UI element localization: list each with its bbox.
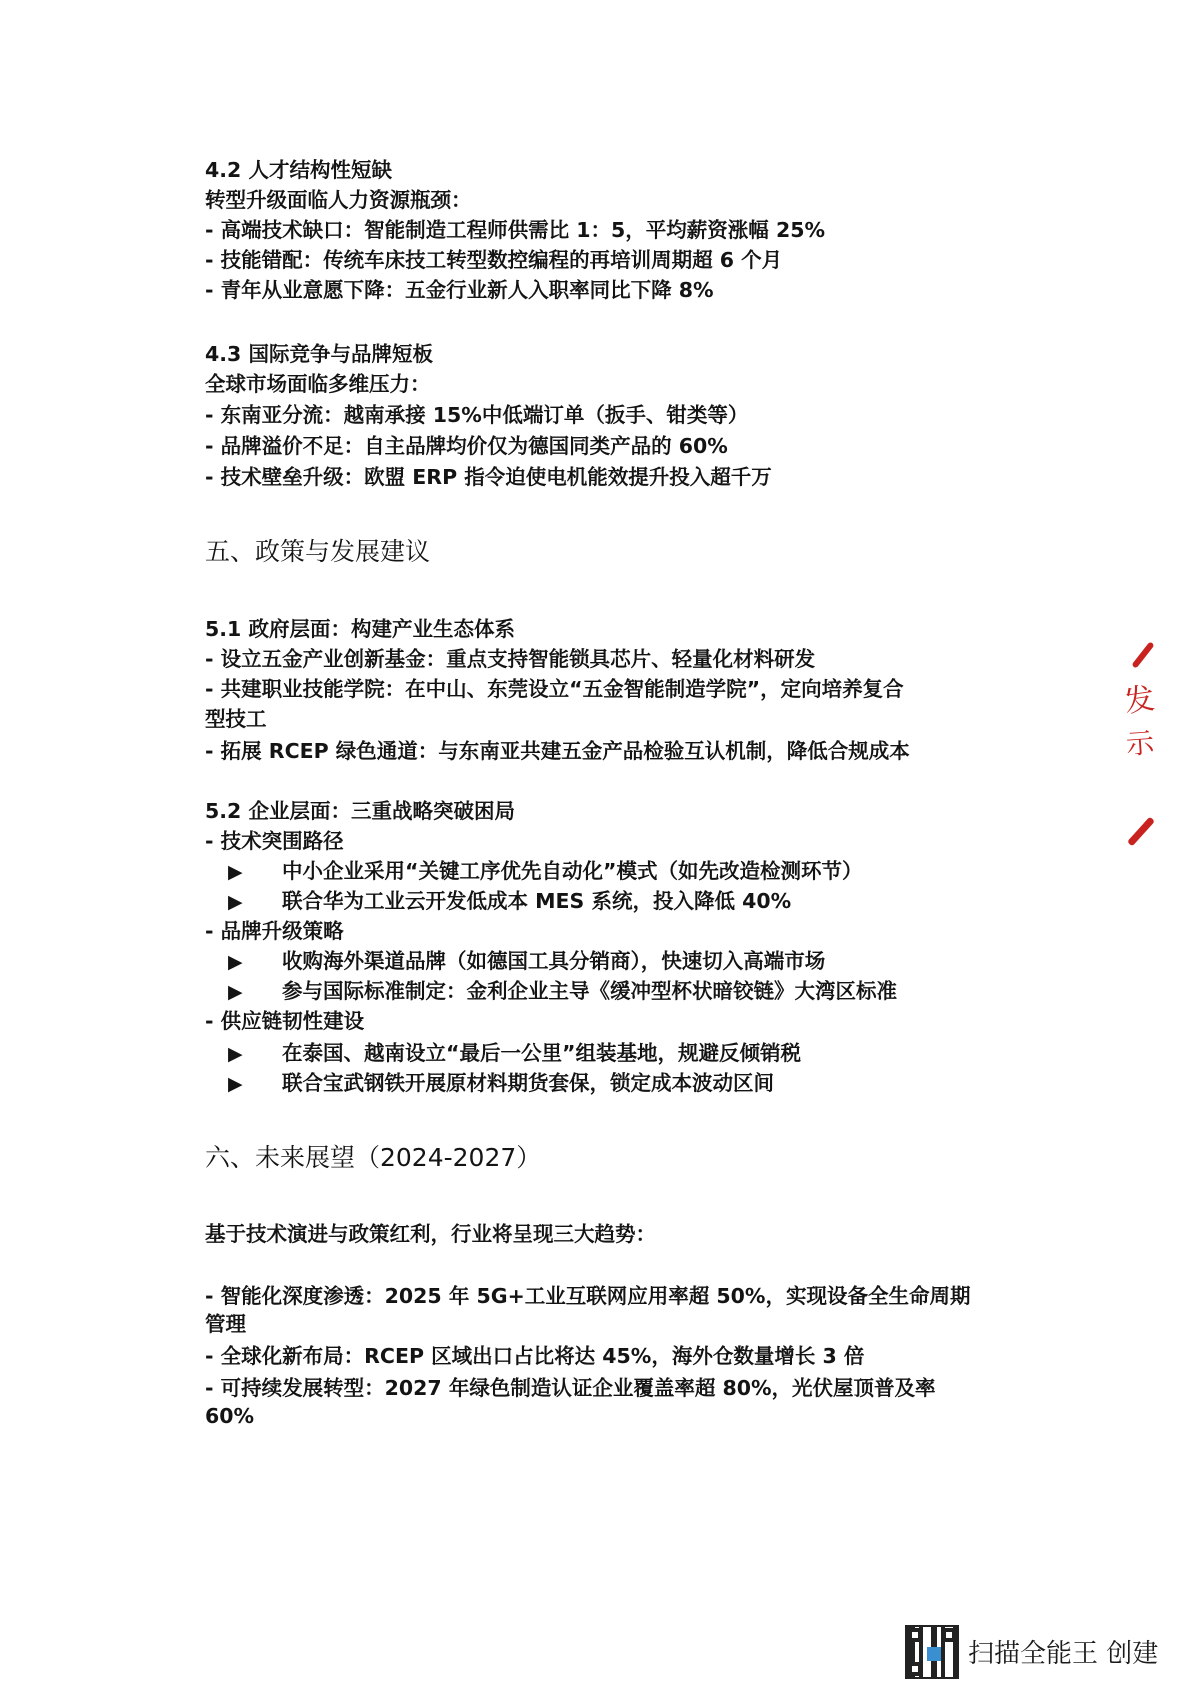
chapter-6-item: - 全球化新布局：RCEP 区域出口占比将达 45%，海外仓数量增长 3 倍 [205, 1344, 865, 1368]
section-5-1-item: - 拓展 RCEP 绿色通道：与东南亚共建五金产品检验互认机制，降低合规成本 [205, 739, 910, 763]
group-label: - 技术突围路径 [205, 829, 344, 853]
list-item [228, 887, 791, 916]
list-item [228, 947, 825, 976]
section-4-2-heading: 4.2 人才结构性短缺 [205, 158, 392, 182]
chapter-6-item-continued: 60% [205, 1404, 255, 1428]
arrow-bullet-icon: ▶ [228, 951, 243, 973]
chapter-6-title: 六、未来展望（2024-2027） [205, 1143, 542, 1172]
chapter-6-item: - 智能化深度渗透：2025 年 5G+工业互联网应用率超 50%，实现设备全生命周期 [205, 1284, 971, 1308]
seal-mark [1131, 641, 1154, 668]
section-4-3-item: - 技术壁垒升级：欧盟 ERP 指令迫使电机能效提升投入超千万 [205, 465, 772, 489]
list-item [228, 1039, 801, 1068]
section-5-1-item: - 设立五金产业创新基金：重点支持智能锁具芯片、轻量化材料研发 [205, 647, 816, 671]
section-4-3-item: - 东南亚分流：越南承接 15%中低端订单（扳手、钳类等） [205, 403, 749, 427]
arrow-bullet-icon: ▶ [228, 1073, 243, 1095]
list-item-text: 联合宝武钢铁开展原材料期货套保，锁定成本波动区间 [282, 1071, 774, 1095]
chapter-6-intro: 基于技术演进与政策红利，行业将呈现三大趋势： [205, 1222, 656, 1246]
section-4-2-item: - 技能错配：传统车床技工转型数控编程的再培训周期超 6 个月 [205, 248, 783, 272]
chapter-5-title: 五、政策与发展建议 [205, 537, 431, 566]
seal-character: 发 [1122, 681, 1157, 720]
scanner-watermark: 扫描全能王 创建 [968, 1639, 1159, 1669]
section-4-3-item: - 品牌溢价不足：自主品牌均价仅为德国同类产品的 60% [205, 434, 728, 458]
section-4-2-item: - 高端技术缺口：智能制造工程师供需比 1：5，平均薪资涨幅 25% [205, 218, 826, 242]
group-label: - 供应链韧性建设 [205, 1009, 365, 1033]
seal-character: 示 [1124, 726, 1156, 761]
arrow-bullet-icon: ▶ [228, 861, 243, 883]
group-label: - 品牌升级策略 [205, 919, 344, 943]
list-item [228, 857, 862, 886]
section-4-3-heading: 4.3 国际竞争与品牌短板 [205, 342, 433, 366]
seal-mark [1127, 817, 1155, 847]
arrow-bullet-icon: ▶ [228, 1043, 243, 1065]
arrow-bullet-icon: ▶ [228, 891, 243, 913]
list-item-text: 参与国际标准制定：金利企业主导《缓冲型杯状暗铰链》大湾区标准 [282, 979, 897, 1003]
section-5-1-item-continued: 型技工 [205, 707, 267, 731]
section-4-3-intro: 全球市场面临多维压力： [205, 372, 431, 396]
section-5-1-item: - 共建职业技能学院：在中山、东莞设立“五金智能制造学院”，定向培养复合 [205, 677, 904, 701]
list-item-text: 联合华为工业云开发低成本 MES 系统，投入降低 40% [282, 889, 792, 913]
section-5-1-heading: 5.1 政府层面：构建产业生态体系 [205, 617, 515, 641]
section-4-2-item: - 青年从业意愿下降：五金行业新人入职率同比下降 8% [205, 278, 714, 302]
qr-code-icon [905, 1625, 959, 1679]
list-item-text: 中小企业采用“关键工序优先自动化”模式（如先改造检测环节） [282, 859, 863, 883]
list-item-text: 收购海外渠道品牌（如德国工具分销商），快速切入高端市场 [282, 949, 826, 973]
chapter-6-item: - 可持续发展转型：2027 年绿色制造认证企业覆盖率超 80%，光伏屋顶普及率 [205, 1376, 936, 1400]
list-item [228, 977, 897, 1006]
section-4-2-intro: 转型升级面临人力资源瓶颈： [205, 188, 472, 212]
chapter-6-item-continued: 管理 [205, 1312, 246, 1336]
section-5-2-heading: 5.2 企业层面：三重战略突破困局 [205, 799, 515, 823]
arrow-bullet-icon: ▶ [228, 981, 243, 1003]
list-item-text: 在泰国、越南设立“最后一公里”组装基地，规避反倾销税 [282, 1041, 801, 1065]
list-item [228, 1069, 774, 1098]
